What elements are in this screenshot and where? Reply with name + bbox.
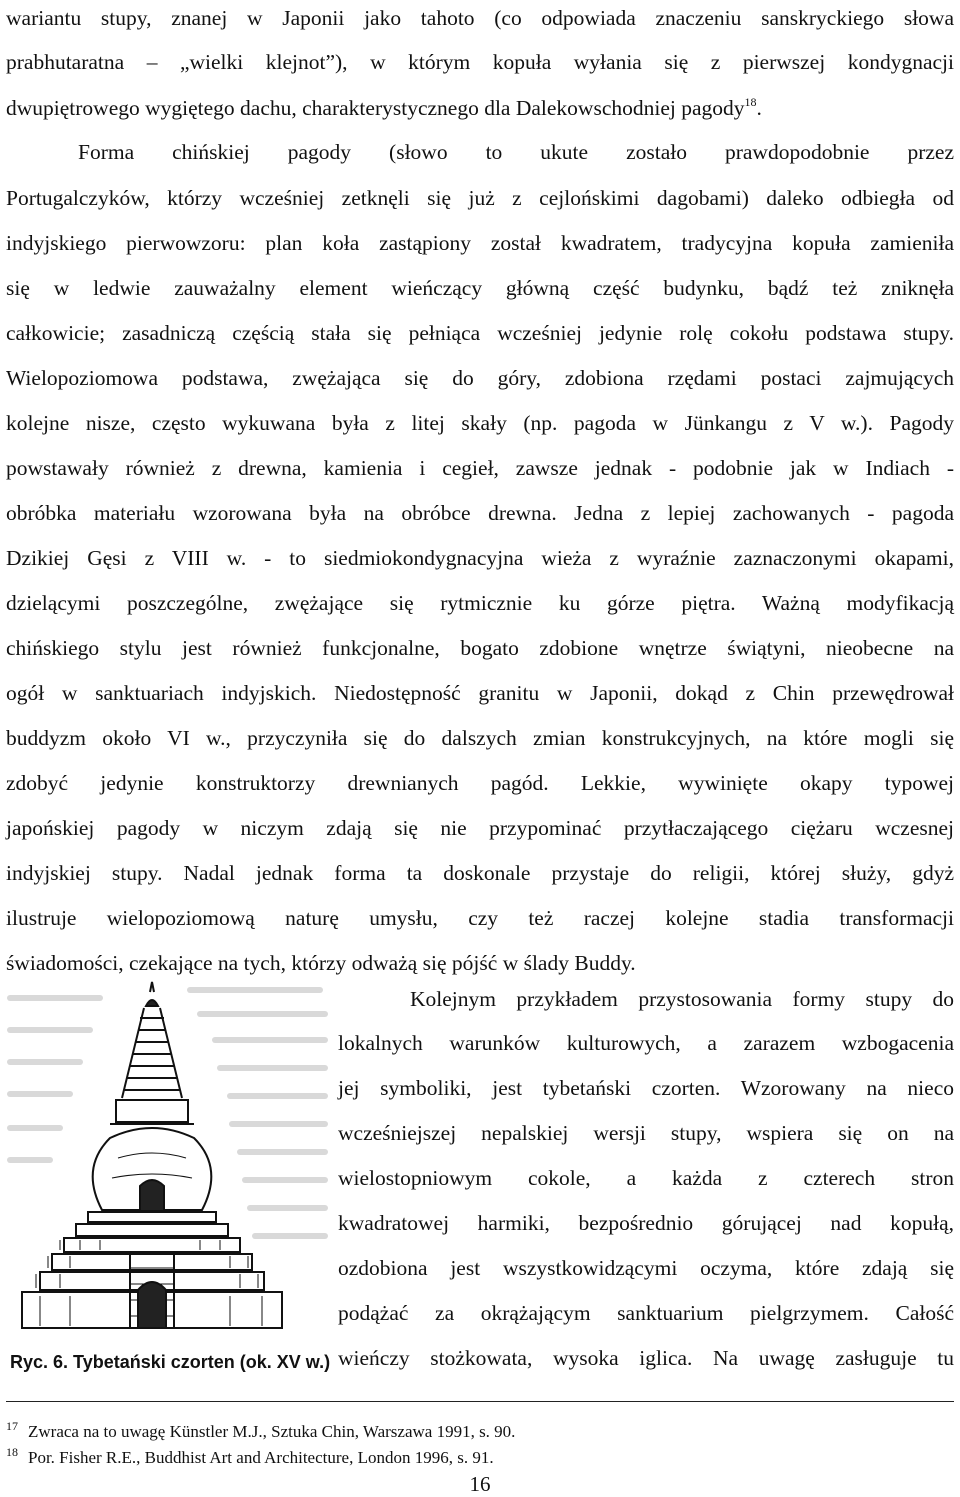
body-line: Forma chińskiej pagody (słowo to ukute zostało prawdopodobnie przez xyxy=(78,140,954,164)
body-line: Dzikiej Gęsi z VIII w. - to siedmiokondygnacyjna wieża z wyraźnie zaznaczonymi okapami, xyxy=(6,546,954,570)
body-line: powstawały również z drewna, kamienia i cegieł, zawsze jednak - podobnie jak w Indiach - xyxy=(6,456,954,480)
right-column-line: kwadratowej harmiki, bezpośrednio górującej nad kopułą, xyxy=(338,1211,954,1235)
body-line: ogół w sanktuariach indyjskich. Niedostępność granitu w Japonii, dokąd z Chin przewędrował xyxy=(6,681,954,705)
footnote-17 xyxy=(6,1420,515,1440)
body-line: całkowicie; zasadniczą częścią stała się pełniąca wcześniej jedynie rolę cokołu podstawa stupy. xyxy=(6,321,954,345)
body-line: zdobyć jedynie konstruktorzy drewnianych pagód. Lekkie, wywinięte okapy typowej xyxy=(6,771,954,795)
right-column-line: ozdobiona jest wszystkowidzącymi oczyma, które zdają się xyxy=(338,1256,954,1280)
footnote-ref-18: 18 xyxy=(744,95,757,109)
body-line: obróbka materiału wzorowana była na obróbce drewna. Jedna z lepiej zachowanych - pagoda xyxy=(6,501,954,525)
body-line: indyjskiej stupy. Nadal jednak forma ta doskonale przystaje do religii, której służy, gdyż xyxy=(6,861,954,885)
body-line: indyjskiego pierwowzoru: plan koła zastąpiony został kwadratem, tradycyjna kopuła zamieniła xyxy=(6,231,954,255)
footnote-number: 18 xyxy=(6,1445,18,1459)
footnote-number: 17 xyxy=(6,1419,18,1433)
body-line: Portugalczyków, którzy wcześniej zetknęli się już z cejlońskimi dagobami) daleko odbiegła od xyxy=(6,186,954,210)
sentence-period: . xyxy=(756,96,762,120)
body-line-text: dwupiętrowego wygiętego dachu, charakterystycznego dla Dalekowschodniej pagody xyxy=(6,96,745,120)
body-line: świadomości, czekające na tych, którzy odważą się pójść w ślady Buddy. xyxy=(6,951,636,975)
body-line: dzielącymi poszczególne, zwężające się rytmicznie ku górze piętra. Ważną modyfikacją xyxy=(6,591,954,615)
body-line: japońskiej pagody w niczym zdają się nie przypominać przytłaczającego ciężaru wczesnej xyxy=(6,816,954,840)
body-line: Wielopoziomowa podstawa, zwężająca się do góry, zdobiona rzędami postaci zajmujących xyxy=(6,366,954,390)
chorten-drawing xyxy=(0,978,332,1358)
body-line: wariantu stupy, znanej w Japonii jako tahoto (co odpowiada znaczeniu sanskryckiego słowa xyxy=(6,6,954,30)
body-line: się w ledwie zauważalny element wieńczący główną część budynku, bądź też zniknęła xyxy=(6,276,954,300)
footnote-text: Por. Fisher R.E., Buddhist Art and Architecture, London 1996, s. 91. xyxy=(28,1448,494,1467)
right-column-line: jej symboliki, jest tybetański czorten. Wzorowany na nieco xyxy=(338,1076,954,1100)
right-column-line: podążać za okrążającym sanktuarium pielgrzymem. Całość xyxy=(338,1301,954,1325)
figure-caption: Ryc. 6. Tybetański czorten (ok. XV w.) xyxy=(10,1352,331,1372)
right-column-line: wieńczy stożkowata, wysoka iglica. Na uwagę zasługuje tu xyxy=(338,1346,954,1370)
chorten-illustration xyxy=(0,978,332,1378)
right-column-line: Kolejnym przykładem przystosowania formy stupy do xyxy=(410,987,954,1011)
page-number: 16 xyxy=(469,1472,491,1496)
footnote-divider xyxy=(6,1401,954,1402)
right-column-line: wcześniejszej nepalskiej wersji stupy, wspiera się on na xyxy=(338,1121,954,1145)
body-line xyxy=(6,96,954,120)
footnote-18 xyxy=(6,1446,494,1466)
body-line: kolejne nisze, często wykuwana była z litej skały (np. pagoda w Jünkangu z V w.). Pagody xyxy=(6,411,954,435)
body-line: prabhutaratna – „wielki klejnot”), w którym kopuła wyłania się z pierwszej kondygnacji xyxy=(6,50,954,74)
right-column-line: lokalnych warunków kulturowych, a zarazem wzbogacenia xyxy=(338,1031,954,1055)
body-line: buddyzm około VI w., przyczyniła się do dalszych zmian konstrukcyjnych, na które mogli się xyxy=(6,726,954,750)
footnote-text: Zwraca na to uwagę Künstler M.J., Sztuka Chin, Warszawa 1991, s. 90. xyxy=(28,1422,516,1441)
body-line: ilustruje wielopoziomową naturę umysłu, czy też raczej kolejne stadia transformacji xyxy=(6,906,954,930)
right-column-line: wielostopniowym cokole, a każda z czterech stron xyxy=(338,1166,954,1190)
body-line: chińskiego stylu jest również funkcjonalne, bogato zdobione wnętrze świątyni, nieobecne na xyxy=(6,636,954,660)
